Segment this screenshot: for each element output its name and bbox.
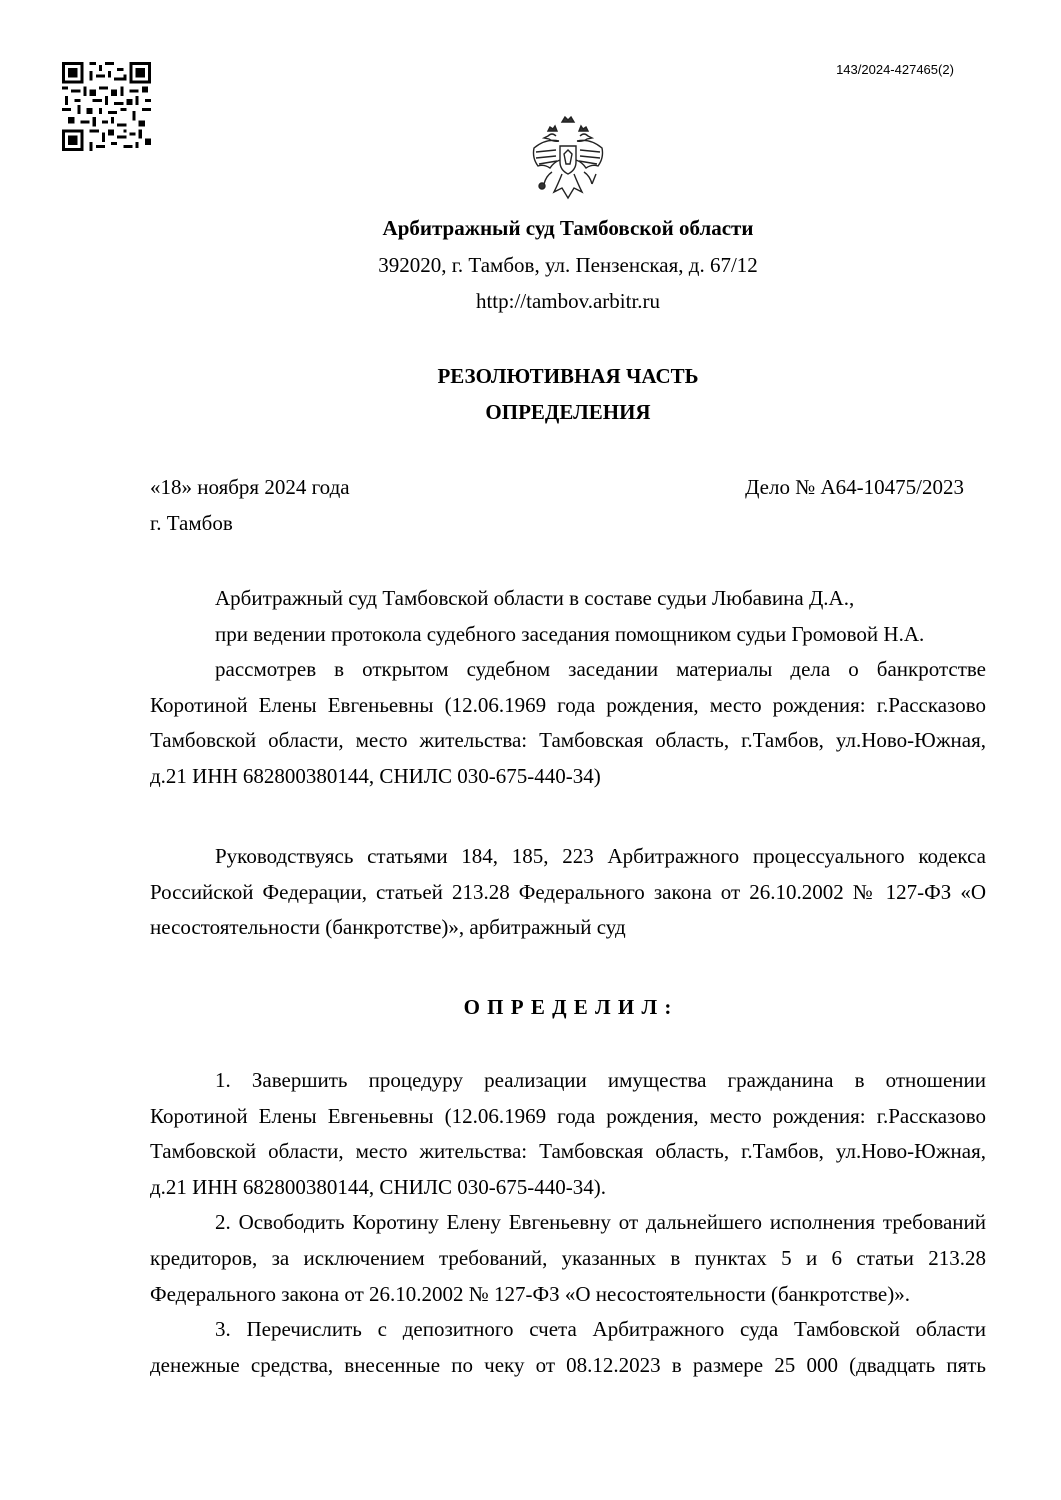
legal-basis-line: несостоятельности (банкротстве)», арбитражный суд [150,915,626,940]
item-line: 2. Освободить Коротину Елену Евгеньевну от дальнейшего исполнения требований [215,1210,986,1235]
intro-line: Коротиной Елены Евгеньевны (12.06.1969 года рождения, место рождения: г.Рассказово [150,692,986,717]
intro-line: при ведении протокола судебного заседания помощником судьи Громовой Н.А. [215,621,925,646]
court-name: Арбитражный суд Тамбовской области [382,216,754,240]
item-line: 3. Перечислить с депозитного счета Арбитражного суда Тамбовской области [215,1317,986,1342]
document-number: 143/2024-427465(2) [836,62,954,77]
doc-title-line1: РЕЗОЛЮТИВНАЯ ЧАСТЬ [437,364,699,388]
court-address: 392020, г. Тамбов, ул. Пензенская, д. 67/12 [378,253,758,277]
intro-line: Тамбовской области, место жительства: Тамбовская область, г.Тамбов, ул.Ново-Южная, [150,728,986,753]
date-case-row [150,475,964,500]
decision-date: «18» ноября 2024 года [150,475,350,499]
doc-title-line2: ОПРЕДЕЛЕНИЯ [485,400,651,424]
decision-heading: О П Р Е Д Е Л И Л : [463,995,673,1019]
intro-block [150,581,986,795]
decision-items [150,1063,986,1383]
qr-code-icon [62,62,151,151]
item-line: кредиторов, за исключением требований, указанных в пунктах 5 и 6 статьи 213.28 [150,1245,986,1270]
intro-line: Арбитражный суд Тамбовской области в составе судьи Любавина Д.А., [215,586,855,610]
item-line: Тамбовской области, место жительства: Тамбовская область, г.Тамбов, ул.Ново-Южная, [150,1139,986,1164]
item-line: Федерального закона от 26.10.2002 № 127-ФЗ «О несостоятельности (банкротстве)». [150,1281,910,1306]
case-number: Дело № А64-10475/2023 [745,475,964,499]
city: г. Тамбов [150,511,233,535]
court-website[interactable]: http://tambov.arbitr.ru [475,289,661,313]
legal-basis-block [150,839,986,946]
intro-line: д.21 ИНН 682800380144, СНИЛС 030-675-440-34) [150,763,601,788]
russian-coat-of-arms-icon [526,114,610,204]
legal-basis-line: Российской Федерации, статьей 213.28 Федерального закона от 26.10.2002 № 127-ФЗ «О [150,879,986,904]
intro-line: рассмотрев в открытом судебном заседании материалы дела о банкротстве [215,657,986,682]
item-line: 1. Завершить процедуру реализации имущества гражданина в отношении [215,1068,986,1092]
legal-basis-line: Руководствуясь статьями 184, 185, 223 Арбитражного процессуального кодекса [215,844,986,868]
item-line: Коротиной Елены Евгеньевны (12.06.1969 года рождения, место рождения: г.Рассказово [150,1103,986,1128]
item-line: д.21 ИНН 682800380144, СНИЛС 030-675-440-34). [150,1174,606,1199]
item-line: денежные средства, внесенные по чеку от 08.12.2023 в размере 25 000 (двадцать пять [150,1352,986,1377]
